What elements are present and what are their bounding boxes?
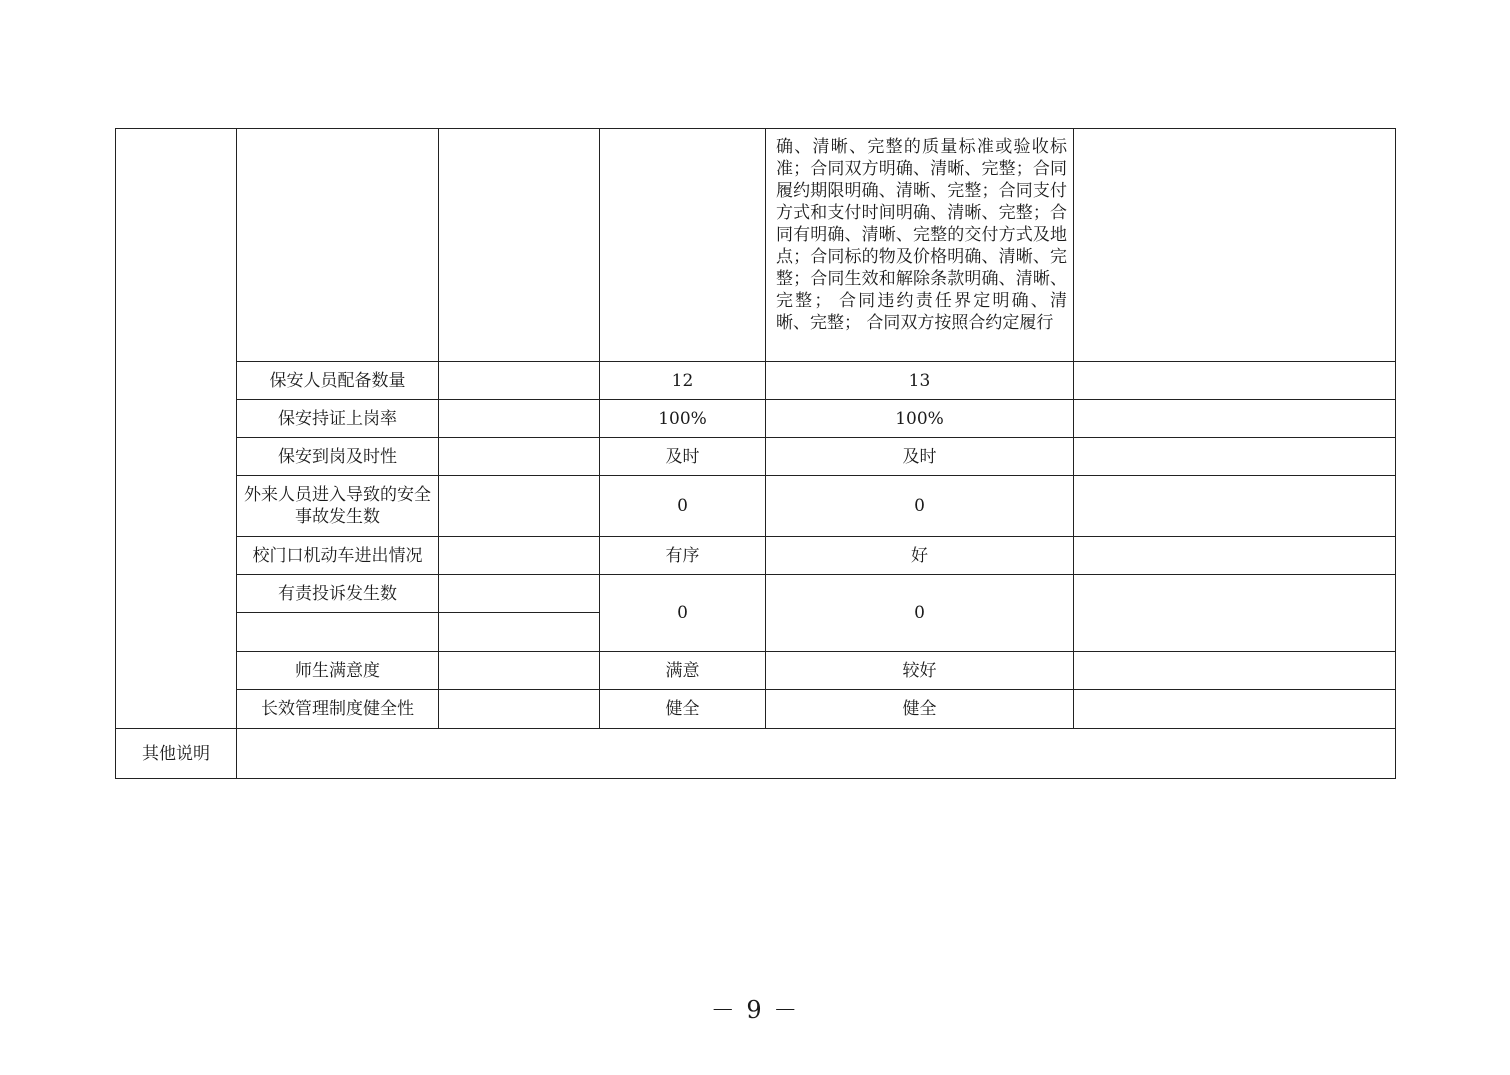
indicator-cell: 外来人员进入导致的安全事故发生数 [237,476,439,537]
actual-cell: 0 [766,575,1074,652]
actual-cell: 0 [766,476,1074,537]
table-row [116,476,1396,537]
actual-cell: 较好 [766,652,1074,690]
table-row [116,129,1396,362]
indicator-cell: 保安持证上岗率 [237,400,439,438]
contract-standard-text: 确、清晰、完整的质量标准或验收标准；合同双方明确、清晰、完整；合同履约期限明确、清晰、完整；合同支付方式和支付时间明确、清晰、完整；合同有明确、清晰、完整的交付方式及地点；合同标的物及价格明确、清晰、完整；合同生效和解除条款明确、清晰、完整； 合同违约责任界定明确、清晰、完整； 合同双方按照合约定履行 [766,129,1074,362]
table-row [116,652,1396,690]
actual-cell: 13 [766,362,1074,400]
target-cell: 健全 [600,690,766,729]
performance-table [115,128,1396,779]
actual-cell: 健全 [766,690,1074,729]
table-row [116,729,1396,779]
table-row [116,438,1396,476]
other-notes-label: 其他说明 [116,729,237,779]
target-cell: 0 [600,575,766,652]
category-cell [116,129,237,729]
indicator-cell: 长效管理制度健全性 [237,690,439,729]
table-row [116,537,1396,575]
indicator-cell: 保安到岗及时性 [237,438,439,476]
table-row [116,362,1396,400]
target-cell: 0 [600,476,766,537]
actual-cell: 好 [766,537,1074,575]
table-row [116,690,1396,729]
target-cell: 有序 [600,537,766,575]
target-cell: 100% [600,400,766,438]
target-cell: 及时 [600,438,766,476]
table-row [116,575,1396,613]
actual-cell: 100% [766,400,1074,438]
indicator-cell: 保安人员配备数量 [237,362,439,400]
indicator-cell: 师生满意度 [237,652,439,690]
indicator-cell: 有责投诉发生数 [237,575,439,613]
target-cell: 满意 [600,652,766,690]
page-number: － 9 － [710,996,800,1024]
table-row [116,400,1396,438]
actual-cell: 及时 [766,438,1074,476]
indicator-cell: 校门口机动车进出情况 [237,537,439,575]
other-notes-content [237,729,1396,779]
target-cell: 12 [600,362,766,400]
